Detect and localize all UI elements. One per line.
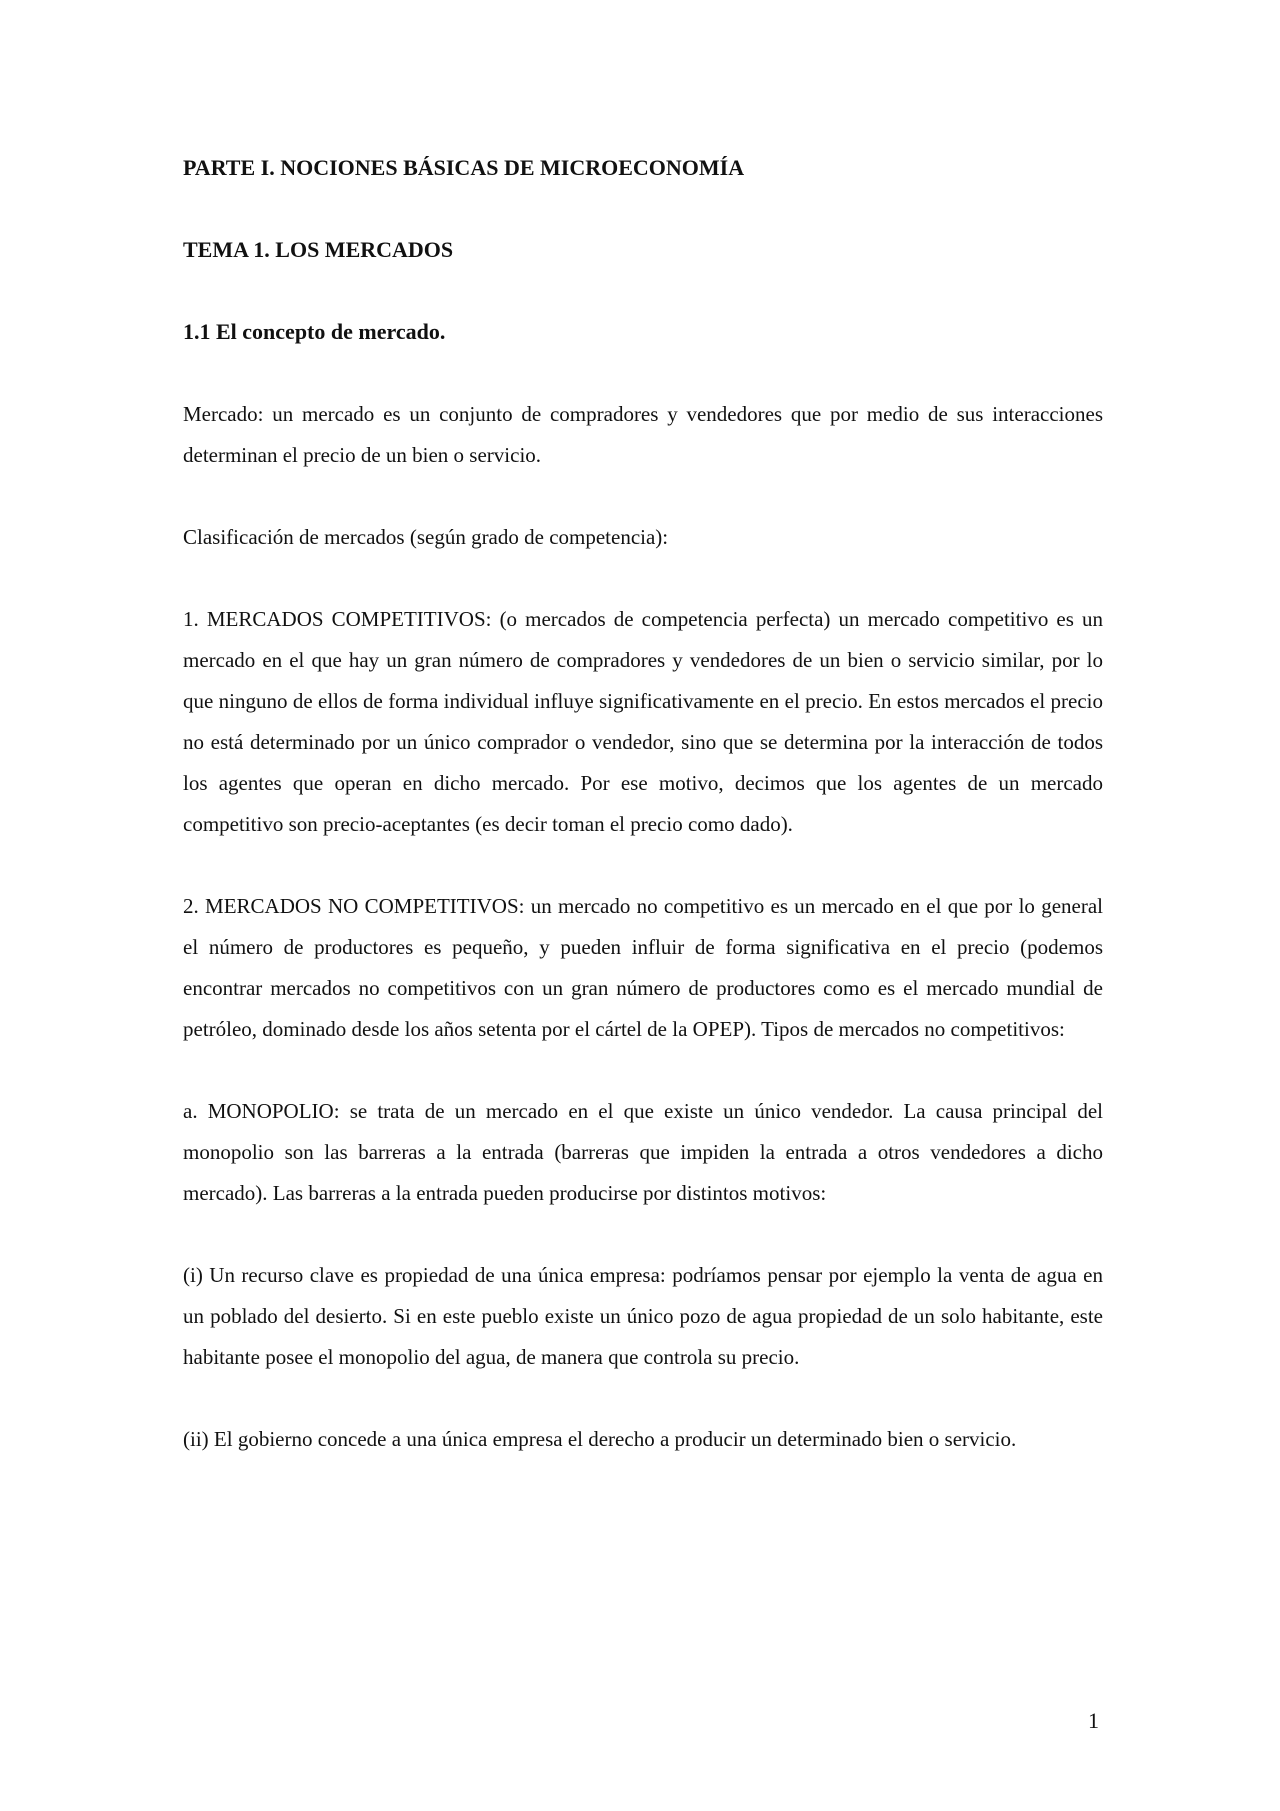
part-heading: PARTE I. NOCIONES BÁSICAS DE MICROECONOMÍA bbox=[183, 155, 745, 180]
paragraph-key-resource: (i) Un recurso clave es propiedad de una única empresa: podríamos pensar por ejemplo la venta de agua en un poblado del desierto. Si en este pueblo existe un único pozo de agua propiedad de un solo habitante, este habitante posee el monopolio del agua, de manera que controla su precio. bbox=[183, 1263, 1103, 1369]
section-heading: 1.1 El concepto de mercado. bbox=[183, 319, 446, 344]
page-number: 1 bbox=[1088, 1708, 1099, 1733]
tema-heading: TEMA 1. LOS MERCADOS bbox=[183, 237, 454, 262]
paragraph-non-competitive-markets: 2. MERCADOS NO COMPETITIVOS: un mercado no competitivo es un mercado en el que por lo general el número de productores es pequeño, y pueden influir de forma significativa en el precio (podemos encontrar mercados no competitivos con un gran número de productores como es el mercado mundial de petróleo, dominado desde los años setenta por el cártel de la OPEP). Tipos de mercados no competitivos: bbox=[183, 894, 1103, 1041]
paragraph-market-definition: Mercado: un mercado es un conjunto de compradores y vendedores que por medio de sus interacciones determinan el precio de un bien o servicio. bbox=[183, 402, 1103, 467]
paragraph-government-grant: (ii) El gobierno concede a una única empresa el derecho a producir un determinado bien o servicio. bbox=[183, 1427, 1017, 1451]
paragraph-monopoly: a. MONOPOLIO: se trata de un mercado en el que existe un único vendedor. La causa principal del monopolio son las barreras a la entrada (barreras que impiden la entrada a otros vendedores a dicho mercado). Las barreras a la entrada pueden producirse por distintos motivos: bbox=[183, 1099, 1103, 1205]
paragraph-classification: Clasificación de mercados (según grado de competencia): bbox=[183, 525, 669, 549]
paragraph-competitive-markets: 1. MERCADOS COMPETITIVOS: (o mercados de competencia perfecta) un mercado competitivo es un mercado en el que hay un gran número de compradores y vendedores de un bien o servicio similar, por lo que ninguno de ellos de forma individual influye significativamente en el precio. En estos mercados el precio no está determinado por un único comprador o vendedor, sino que se determina por la interacción de todos los agentes que operan en dicho mercado. Por ese motivo, decimos que los agentes de un mercado competitivo son precio-aceptantes (es decir toman el precio como dado). bbox=[183, 607, 1103, 836]
page-content bbox=[183, 148, 1103, 1501]
